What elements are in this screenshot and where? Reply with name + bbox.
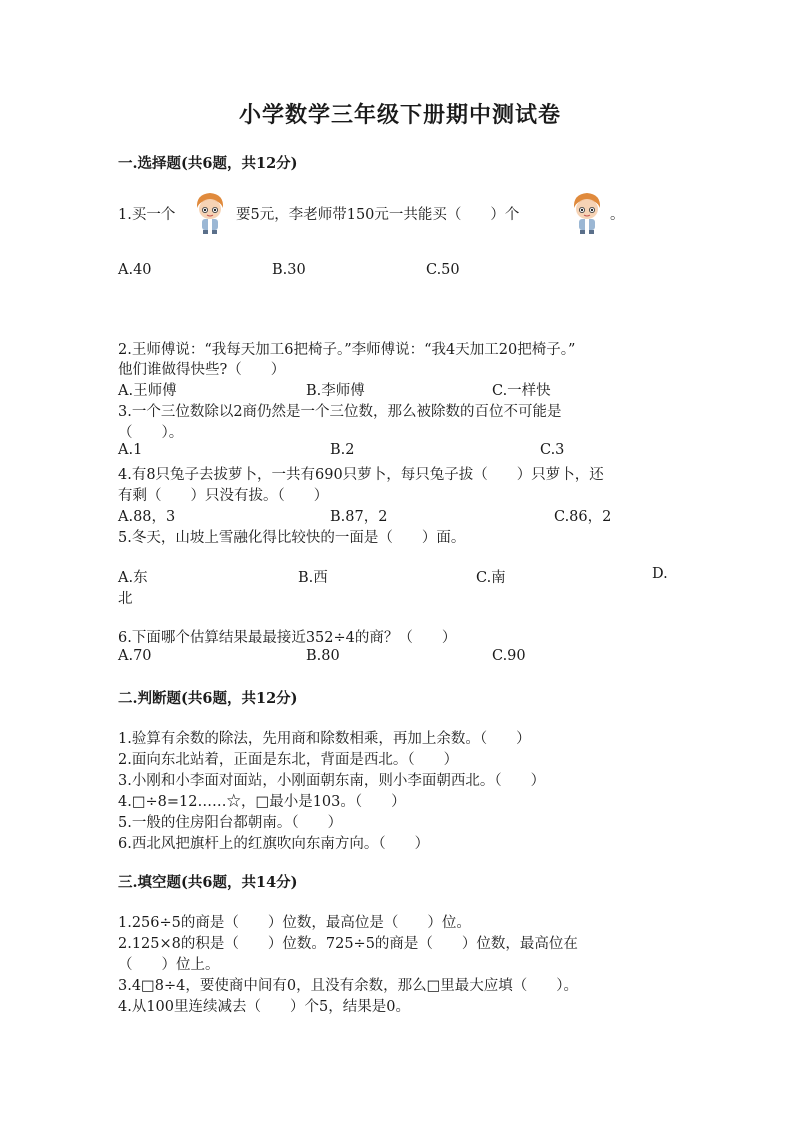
q2-option-a: A.王师傅 (118, 383, 177, 399)
q1-option-b: B.30 (272, 262, 306, 278)
fill-item-1: 1.256÷5的商是（ ）位数，最高位是（ ）位。 (118, 915, 471, 931)
q3-option-b: B.2 (330, 442, 355, 458)
q6-option-b: B.80 (306, 648, 340, 664)
judge-item-5: 5.一般的住房阳台都朝南。（ ） (118, 815, 343, 831)
question-3-line2: （ ）。 (118, 425, 184, 441)
question-6-line1: 6.下面哪个估算结果最最接近352÷4的商？（ ） (118, 630, 457, 646)
question-1-part1: 1.买一个 (118, 207, 176, 223)
judge-item-3: 3.小刚和小李面对面站，小刚面朝东南，则小李面朝西北。（ ） (118, 773, 546, 789)
q6-option-a: A.70 (118, 648, 152, 664)
judge-item-6: 6.西北风把旗杆上的红旗吹向东南方向。（ ） (118, 836, 430, 852)
section-heading-fill: 三.填空题(共6题，共14分) (118, 874, 298, 891)
question-1-part3: 。 (610, 207, 625, 223)
q2-option-b: B.李师傅 (306, 383, 365, 399)
question-2-line2: 他们谁做得快些?（ ） (118, 362, 286, 378)
q5-option-d-wrap: 北 (118, 591, 133, 607)
question-2-line1: 2.王师傅说：“我每天加工6把椅子。”李师傅说：“我4天加工20把椅子。” (118, 342, 576, 358)
judge-item-2: 2.面向东北站着，正面是东北，背面是西北。（ ） (118, 752, 459, 768)
fill-item-2-line2: （ ）位上。 (118, 957, 220, 973)
q5-option-a: A.东 (118, 570, 148, 586)
q3-option-a: A.1 (118, 442, 143, 458)
question-1-part2: 要5元，李老师带150元一共能买（ ）个 (236, 207, 520, 223)
q4-option-b: B.87，2 (330, 509, 388, 525)
boy-doll-icon (190, 188, 230, 236)
q3-option-c: C.3 (540, 442, 565, 458)
q5-option-c: C.南 (476, 570, 506, 586)
section-heading-judge: 二.判断题(共6题，共12分) (118, 690, 298, 707)
question-3-line1: 3.一个三位数除以2商仍然是一个三位数，那么被除数的百位不可能是 (118, 404, 562, 420)
fill-item-2-line1: 2.125×8的积是（ ）位数。725÷5的商是（ ）位数，最高位在 (118, 936, 578, 952)
question-5-line1: 5.冬天，山坡上雪融化得比较快的一面是（ ）面。 (118, 530, 466, 546)
q6-option-c: C.90 (492, 648, 526, 664)
fill-item-4: 4.从100里连续减去（ ）个5，结果是0。 (118, 999, 410, 1015)
section-heading-choice: 一.选择题(共6题，共12分) (118, 155, 298, 172)
fill-item-3: 3.4□8÷4，要使商中间有0，且没有余数，那么□里最大应填（ ）。 (118, 978, 579, 994)
q4-option-c: C.86，2 (554, 509, 612, 525)
boy-doll-icon (567, 188, 607, 236)
judge-item-1: 1.验算有余数的除法，先用商和除数相乘，再加上余数。（ ） (118, 731, 531, 747)
q1-option-c: C.50 (426, 262, 460, 278)
question-4-line1: 4.有8只兔子去拔萝卜，一共有690只萝卜，每只兔子拔（ ）只萝卜，还 (118, 467, 604, 483)
page-title: 小学数学三年级下册期中测试卷 (238, 102, 561, 128)
judge-item-4: 4.□÷8=12……☆，□最小是103。（ ） (118, 794, 406, 810)
q5-option-d: D. (652, 566, 668, 582)
question-4-line2: 有剩（ ）只没有拔。（ ） (118, 488, 329, 504)
q5-option-b: B.西 (298, 570, 328, 586)
q2-option-c: C.一样快 (492, 383, 551, 399)
q4-option-a: A.88，3 (118, 509, 176, 525)
q1-option-a: A.40 (118, 262, 152, 278)
